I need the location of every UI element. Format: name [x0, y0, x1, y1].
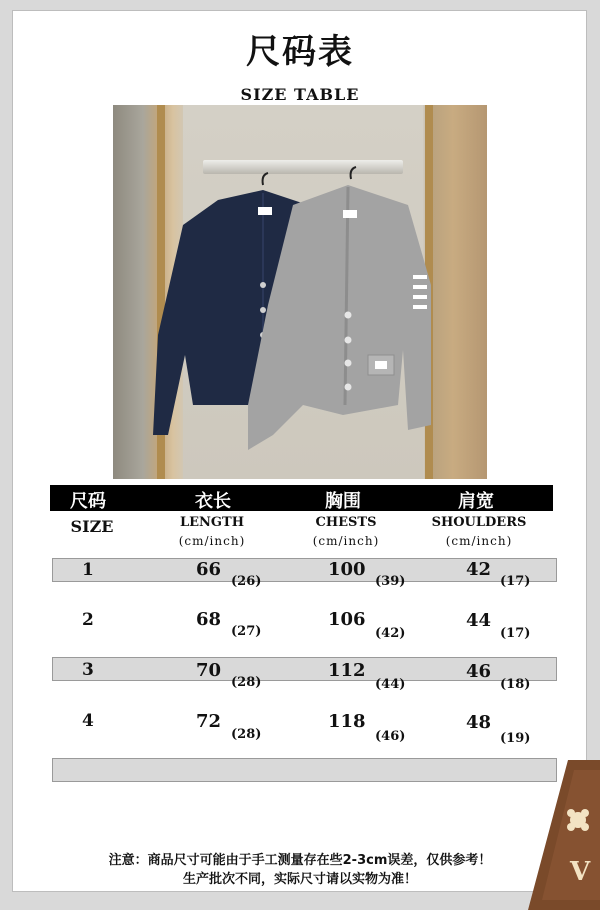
- table-row-size: 3: [82, 660, 94, 680]
- table-row-chest: 118: [328, 711, 366, 732]
- table-row-shoulder: 48: [466, 712, 492, 733]
- header-length-en: [162, 515, 262, 548]
- table-row-length: 70: [196, 660, 222, 681]
- table-row-chest-inch: (46): [375, 729, 406, 744]
- svg-text:V: V: [570, 857, 591, 887]
- header-chest-label: CHESTS: [315, 515, 377, 530]
- header-length-cn: 衣长: [195, 491, 231, 512]
- table-row-shoulder-inch: (19): [500, 731, 531, 746]
- table-row-chest: 100: [328, 559, 366, 580]
- table-row-shoulder-inch: (18): [500, 677, 531, 692]
- table-row-length: 68: [196, 609, 222, 630]
- header-shoulder-unit: (cm/inch): [445, 534, 513, 548]
- table-row-length-inch: (27): [231, 624, 262, 639]
- table-row-length: 66: [196, 559, 222, 580]
- header-shoulder-cn: 肩宽: [458, 491, 494, 512]
- product-photo: [113, 105, 487, 479]
- cardigan-photo-icon: [113, 105, 487, 479]
- header-chest-cn: 胸围: [325, 491, 361, 512]
- table-header-cn: [50, 485, 553, 511]
- page-title: 尺码表: [246, 32, 354, 72]
- table-row-shoulder-inch: (17): [500, 574, 531, 589]
- table-row-chest-inch: (42): [375, 626, 406, 641]
- table-row-length-inch: (28): [231, 727, 262, 742]
- table-row-shoulder: 42: [466, 559, 492, 580]
- table-row-length: 72: [196, 711, 222, 732]
- brand-watermark-icon: [528, 760, 600, 910]
- header-chest-en: [296, 515, 396, 548]
- table-row-chest: 112: [328, 660, 366, 681]
- page-subtitle: SIZE TABLE: [240, 85, 360, 104]
- header-chest-unit: (cm/inch): [312, 534, 380, 548]
- table-row-chest-inch: (39): [375, 574, 406, 589]
- table-row-shoulder: 46: [466, 661, 492, 682]
- note-line-2: 生产批次不同，实际尺寸请以实物为准！: [182, 872, 417, 887]
- table-row-size: 2: [82, 610, 94, 630]
- row-band-empty: [52, 758, 557, 782]
- header-size-cn: 尺码: [70, 491, 106, 512]
- table-row-chest: 106: [328, 609, 366, 630]
- table-row-shoulder-inch: (17): [500, 626, 531, 641]
- header-length-label: LENGTH: [180, 515, 244, 530]
- header-size-en: SIZE: [70, 517, 114, 536]
- table-row-size: 4: [82, 711, 94, 731]
- table-row-chest-inch: (44): [375, 677, 406, 692]
- table-row-size: 1: [82, 560, 94, 580]
- header-shoulder-en: [424, 515, 534, 548]
- header-length-unit: (cm/inch): [178, 534, 246, 548]
- table-row-length-inch: (26): [231, 574, 262, 589]
- table-row-shoulder: 44: [466, 610, 492, 631]
- header-shoulder-label: SHOULDERS: [431, 515, 527, 530]
- table-row-length-inch: (28): [231, 675, 262, 690]
- note-line-1: 注意：商品尺寸可能由于手工测量存在些2-3cm误差，仅供参考！: [108, 853, 492, 868]
